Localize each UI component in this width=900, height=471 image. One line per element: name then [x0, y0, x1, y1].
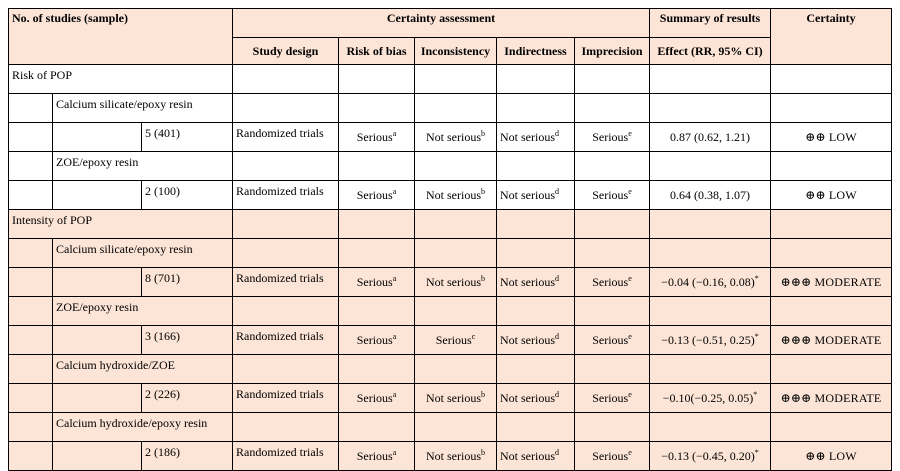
- empty-cell: [415, 355, 497, 384]
- table-row: [9, 268, 892, 297]
- table-row: [9, 442, 892, 471]
- inconsistency-text: Not serious: [426, 274, 481, 289]
- indent-cell: [9, 297, 53, 326]
- indirectness-footnote-marker: d: [555, 273, 559, 283]
- certainty-rating: ⊕⊕ LOW: [771, 442, 892, 471]
- imprecision-footnote-marker: e: [628, 186, 632, 196]
- empty-cell: [339, 94, 415, 123]
- empty-cell: [233, 94, 339, 123]
- indent-cell: [53, 181, 142, 210]
- imprecision-footnote-marker: e: [628, 273, 632, 283]
- table-row: [9, 384, 892, 413]
- indent-cell: [9, 384, 53, 413]
- indirectness-text: Not serious: [500, 390, 555, 405]
- empty-cell: [415, 297, 497, 326]
- header-inconsistency: Inconsistency: [415, 38, 497, 65]
- inconsistency-text: Not serious: [426, 187, 481, 202]
- empty-cell: [233, 239, 339, 268]
- imprecision-text: Serious: [592, 129, 629, 144]
- inconsistency-text: Not serious: [426, 448, 481, 463]
- empty-cell: [339, 239, 415, 268]
- inconsistency-footnote-marker: b: [481, 128, 485, 138]
- inconsistency: [415, 123, 497, 152]
- effect-text: −0.04 (−0.16, 0.08): [661, 274, 755, 289]
- imprecision-text: Serious: [592, 187, 629, 202]
- study-design: Randomized trials: [233, 384, 339, 413]
- imprecision-footnote-marker: e: [628, 331, 632, 341]
- imprecision-footnote-marker: e: [628, 128, 632, 138]
- inconsistency-footnote-marker: b: [481, 186, 485, 196]
- indent-cell: [9, 413, 53, 442]
- indirectness-footnote-marker: d: [555, 331, 559, 341]
- section-row: [9, 210, 892, 239]
- empty-cell: [339, 413, 415, 442]
- group-row: [9, 239, 892, 268]
- indirectness-text: Not serious: [500, 187, 555, 202]
- indirectness: [497, 442, 575, 471]
- risk-of-bias-footnote-marker: a: [392, 186, 397, 196]
- effect: [650, 268, 771, 297]
- indent-cell: [9, 123, 53, 152]
- studies-sample: 8 (701): [142, 268, 233, 297]
- indent-cell: [53, 384, 142, 413]
- indent-cell: [53, 326, 142, 355]
- empty-cell: [497, 65, 575, 94]
- certainty-rating: ⊕⊕⊕ MODERATE: [771, 384, 892, 413]
- empty-cell: [415, 94, 497, 123]
- empty-cell: [650, 297, 771, 326]
- empty-cell: [415, 413, 497, 442]
- risk-of-bias-footnote-marker: a: [392, 447, 397, 457]
- table-body: [9, 65, 892, 471]
- effect: [650, 181, 771, 210]
- empty-cell: [497, 297, 575, 326]
- empty-cell: [233, 297, 339, 326]
- studies-sample: 3 (166): [142, 326, 233, 355]
- inconsistency-text: Not serious: [426, 129, 481, 144]
- empty-cell: [650, 413, 771, 442]
- effect: [650, 442, 771, 471]
- effect-text: −0.13 (−0.51, 0.25): [661, 332, 755, 347]
- empty-cell: [233, 65, 339, 94]
- empty-cell: [650, 239, 771, 268]
- effect-text: 0.64 (0.38, 1.07): [670, 187, 751, 202]
- grade-evidence-table: [8, 8, 892, 471]
- empty-cell: [771, 152, 892, 181]
- indent-cell: [9, 94, 53, 123]
- inconsistency: [415, 384, 497, 413]
- empty-cell: [650, 152, 771, 181]
- indirectness-footnote-marker: d: [555, 389, 559, 399]
- effect-text: 0.87 (0.62, 1.21): [670, 129, 751, 144]
- study-design: Randomized trials: [233, 442, 339, 471]
- empty-cell: [415, 210, 497, 239]
- effect: [650, 123, 771, 152]
- risk-of-bias-text: Serious: [356, 129, 393, 144]
- effect-footnote-marker: *: [754, 331, 759, 341]
- header-summary-of-results: Summary of results: [650, 9, 771, 38]
- studies-sample: 5 (401): [142, 123, 233, 152]
- imprecision: [575, 123, 650, 152]
- studies-sample: 2 (100): [142, 181, 233, 210]
- section-title: Risk of POP: [9, 65, 233, 94]
- effect: [650, 326, 771, 355]
- certainty-rating: ⊕⊕ LOW: [771, 123, 892, 152]
- effect: [650, 384, 771, 413]
- indirectness-text: Not serious: [500, 332, 555, 347]
- risk-of-bias: [339, 442, 415, 471]
- risk-of-bias-text: Serious: [356, 187, 393, 202]
- imprecision: [575, 326, 650, 355]
- empty-cell: [771, 297, 892, 326]
- effect-text: −0.13 (−0.45, 0.20): [661, 448, 755, 463]
- effect-footnote-marker: *: [754, 273, 759, 283]
- empty-cell: [415, 65, 497, 94]
- indent-cell: [9, 239, 53, 268]
- indirectness-text: Not serious: [500, 448, 555, 463]
- header-study-design: Study design: [233, 38, 339, 65]
- risk-of-bias: [339, 268, 415, 297]
- empty-cell: [771, 355, 892, 384]
- certainty-rating: ⊕⊕ LOW: [771, 181, 892, 210]
- empty-cell: [771, 413, 892, 442]
- inconsistency-footnote-marker: b: [481, 273, 485, 283]
- study-design: Randomized trials: [233, 181, 339, 210]
- indirectness-footnote-marker: d: [555, 447, 559, 457]
- indirectness: [497, 326, 575, 355]
- empty-cell: [650, 65, 771, 94]
- empty-cell: [415, 152, 497, 181]
- inconsistency: [415, 181, 497, 210]
- inconsistency-footnote-marker: b: [481, 447, 485, 457]
- empty-cell: [575, 413, 650, 442]
- empty-cell: [575, 210, 650, 239]
- risk-of-bias: [339, 123, 415, 152]
- header-risk-of-bias: Risk of bias: [339, 38, 415, 65]
- comparison-name: Calcium silicate/epoxy resin: [53, 94, 233, 123]
- imprecision-footnote-marker: e: [628, 389, 632, 399]
- empty-cell: [575, 239, 650, 268]
- group-row: [9, 297, 892, 326]
- comparison-name: Calcium silicate/epoxy resin: [53, 239, 233, 268]
- empty-cell: [771, 239, 892, 268]
- empty-cell: [497, 210, 575, 239]
- header-studies: No. of studies (sample): [9, 9, 233, 65]
- comparison-name: ZOE/epoxy resin: [53, 152, 233, 181]
- header-imprecision: Imprecision: [575, 38, 650, 65]
- inconsistency: [415, 442, 497, 471]
- indirectness-text: Not serious: [500, 274, 555, 289]
- study-design: Randomized trials: [233, 268, 339, 297]
- inconsistency-text: Not serious: [426, 390, 481, 405]
- studies-sample: 2 (186): [142, 442, 233, 471]
- imprecision: [575, 442, 650, 471]
- risk-of-bias: [339, 326, 415, 355]
- empty-cell: [650, 94, 771, 123]
- empty-cell: [497, 94, 575, 123]
- empty-cell: [771, 94, 892, 123]
- risk-of-bias-footnote-marker: a: [392, 389, 397, 399]
- group-row: [9, 413, 892, 442]
- indent-cell: [9, 152, 53, 181]
- empty-cell: [497, 355, 575, 384]
- header-certainty-assessment: Certainty assessment: [233, 9, 650, 38]
- empty-cell: [339, 297, 415, 326]
- imprecision-text: Serious: [592, 332, 629, 347]
- indirectness: [497, 268, 575, 297]
- group-row: [9, 152, 892, 181]
- section-row: [9, 65, 892, 94]
- comparison-name: Calcium hydroxide/epoxy resin: [53, 413, 233, 442]
- certainty-rating: ⊕⊕⊕ MODERATE: [771, 268, 892, 297]
- effect-text: −0.10(−0.25, 0.05): [662, 390, 754, 405]
- section-title: Intensity of POP: [9, 210, 233, 239]
- imprecision: [575, 384, 650, 413]
- study-design: Randomized trials: [233, 123, 339, 152]
- inconsistency-text: Serious: [435, 332, 472, 347]
- studies-sample: 2 (226): [142, 384, 233, 413]
- indirectness: [497, 384, 575, 413]
- empty-cell: [339, 210, 415, 239]
- imprecision-text: Serious: [592, 448, 629, 463]
- imprecision-footnote-marker: e: [628, 447, 632, 457]
- empty-cell: [497, 413, 575, 442]
- group-row: [9, 355, 892, 384]
- comparison-name: Calcium hydroxide/ZOE: [53, 355, 233, 384]
- inconsistency: [415, 326, 497, 355]
- indirectness-footnote-marker: d: [555, 128, 559, 138]
- empty-cell: [497, 239, 575, 268]
- risk-of-bias-footnote-marker: a: [392, 273, 397, 283]
- header-certainty: Certainty: [771, 9, 892, 65]
- indent-cell: [53, 123, 142, 152]
- empty-cell: [233, 413, 339, 442]
- effect-footnote-marker: *: [753, 389, 758, 399]
- risk-of-bias-footnote-marker: a: [392, 331, 397, 341]
- risk-of-bias-text: Serious: [356, 448, 393, 463]
- indent-cell: [53, 268, 142, 297]
- imprecision-text: Serious: [592, 390, 629, 405]
- indent-cell: [9, 268, 53, 297]
- empty-cell: [339, 65, 415, 94]
- table-row: [9, 181, 892, 210]
- imprecision-text: Serious: [592, 274, 629, 289]
- indent-cell: [53, 442, 142, 471]
- empty-cell: [575, 297, 650, 326]
- empty-cell: [233, 210, 339, 239]
- empty-cell: [650, 210, 771, 239]
- comparison-name: ZOE/epoxy resin: [53, 297, 233, 326]
- inconsistency: [415, 268, 497, 297]
- indent-cell: [9, 181, 53, 210]
- effect-footnote-marker: *: [754, 447, 759, 457]
- risk-of-bias: [339, 181, 415, 210]
- study-design: Randomized trials: [233, 326, 339, 355]
- certainty-rating: ⊕⊕⊕ MODERATE: [771, 326, 892, 355]
- empty-cell: [415, 239, 497, 268]
- indent-cell: [9, 326, 53, 355]
- empty-cell: [575, 355, 650, 384]
- header-indirectness: Indirectness: [497, 38, 575, 65]
- risk-of-bias-text: Serious: [356, 332, 393, 347]
- indirectness-footnote-marker: d: [555, 186, 559, 196]
- table-row: [9, 326, 892, 355]
- risk-of-bias-text: Serious: [356, 274, 393, 289]
- inconsistency-footnote-marker: b: [481, 389, 485, 399]
- empty-cell: [339, 152, 415, 181]
- risk-of-bias-text: Serious: [356, 390, 393, 405]
- indent-cell: [9, 355, 53, 384]
- imprecision: [575, 268, 650, 297]
- empty-cell: [771, 65, 892, 94]
- group-row: [9, 94, 892, 123]
- empty-cell: [339, 355, 415, 384]
- empty-cell: [575, 94, 650, 123]
- empty-cell: [650, 355, 771, 384]
- empty-cell: [575, 65, 650, 94]
- empty-cell: [575, 152, 650, 181]
- empty-cell: [233, 152, 339, 181]
- empty-cell: [233, 355, 339, 384]
- empty-cell: [497, 152, 575, 181]
- imprecision: [575, 181, 650, 210]
- inconsistency-footnote-marker: c: [471, 331, 476, 341]
- table-row: [9, 123, 892, 152]
- header-row-1: [9, 9, 892, 38]
- header-effect: Effect (RR, 95% CI): [650, 38, 771, 65]
- indirectness-text: Not serious: [500, 129, 555, 144]
- risk-of-bias: [339, 384, 415, 413]
- indirectness: [497, 123, 575, 152]
- risk-of-bias-footnote-marker: a: [392, 128, 397, 138]
- indent-cell: [9, 442, 53, 471]
- empty-cell: [771, 210, 892, 239]
- indirectness: [497, 181, 575, 210]
